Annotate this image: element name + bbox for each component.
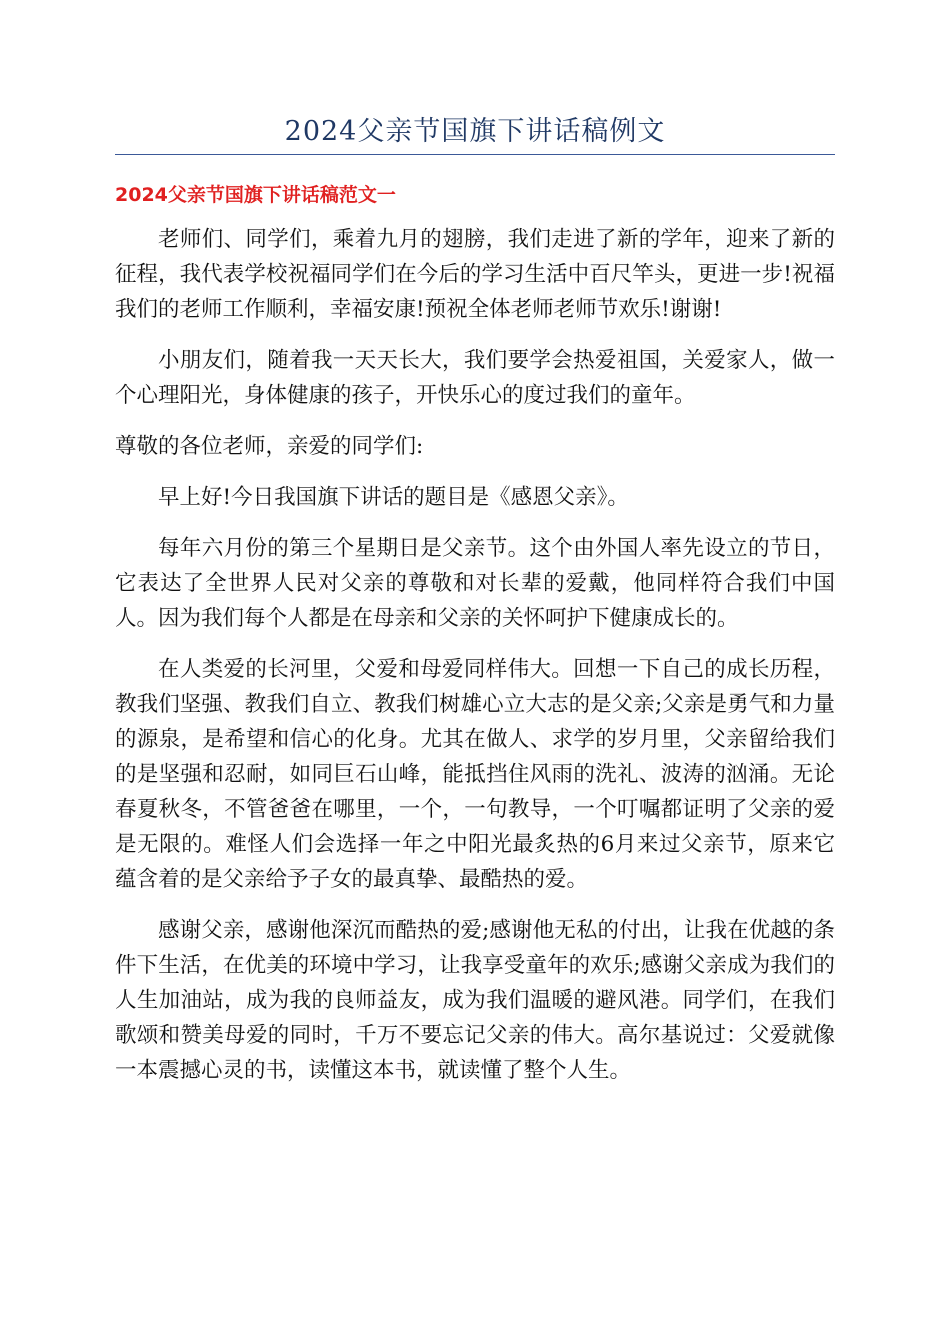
- paragraph-salutation: 尊敬的各位老师，亲爱的同学们:: [115, 434, 424, 459]
- section-heading: 2024父亲节国旗下讲话稿范文一: [115, 184, 396, 206]
- paragraph-5: 每年六月份的第三个星期日是父亲节。这个由外国人率先设立的节日，它表达了全世界人民对父亲的尊敬和对长辈的爱戴，他同样符合我们中国人。因为我们每个人都是在母亲和父亲的关怀呵护下健康成长的。: [115, 536, 835, 631]
- paragraph-7: 感谢父亲，感谢他深沉而酷热的爱;感谢他无私的付出，让我在优越的条件下生活，在优美的环境中学习，让我享受童年的欢乐;感谢父亲成为我们的人生加油站，成为我的良师益友，成为我们温暖的避风港。同学们，在我们歌颂和赞美母爱的同时，千万不要忘记父亲的伟大。高尔基说过：父爱就像一本震撼心灵的书，读懂这本书，就读懂了整个人生。: [115, 918, 835, 1083]
- paragraph-1: 老师们、同学们，乘着九月的翅膀，我们走进了新的学年，迎来了新的征程，我代表学校祝福同学们在今后的学习生活中百尺竿头，更进一步!祝福我们的老师工作顺利，幸福安康!预祝全体老师老师节欢乐!谢谢!: [115, 227, 835, 322]
- paragraph-2: 小朋友们，随着我一天天长大，我们要学会热爱祖国，关爱家人，做一个心理阳光，身体健康的孩子，开快乐心的度过我们的童年。: [115, 348, 835, 408]
- document-title: 2024父亲节国旗下讲话稿例文: [284, 116, 666, 147]
- paragraph-6: 在人类爱的长河里，父爱和母爱同样伟大。回想一下自己的成长历程，教我们坚强、教我们自立、教我们树雄心立大志的是父亲;父亲是勇气和力量的源泉，是希望和信心的化身。尤其在做人、求学的岁月里，父亲留给我们的是坚强和忍耐，如同巨石山峰，能抵挡住风雨的洗礼、波涛的汹涌。无论春夏秋冬，不管爸爸在哪里，一个，一句教导，一个叮嘱都证明了父亲的爱是无限的。难怪人们会选择一年之中阳光最炙热的6月来过父亲节，原来它蕴含着的是父亲给予子女的最真挚、最酷热的爱。: [115, 657, 835, 892]
- paragraph-greeting: 早上好!今日我国旗下讲话的题目是《感恩父亲》。: [158, 485, 629, 510]
- title-divider: [115, 154, 835, 155]
- document-body: [115, 222, 835, 1104]
